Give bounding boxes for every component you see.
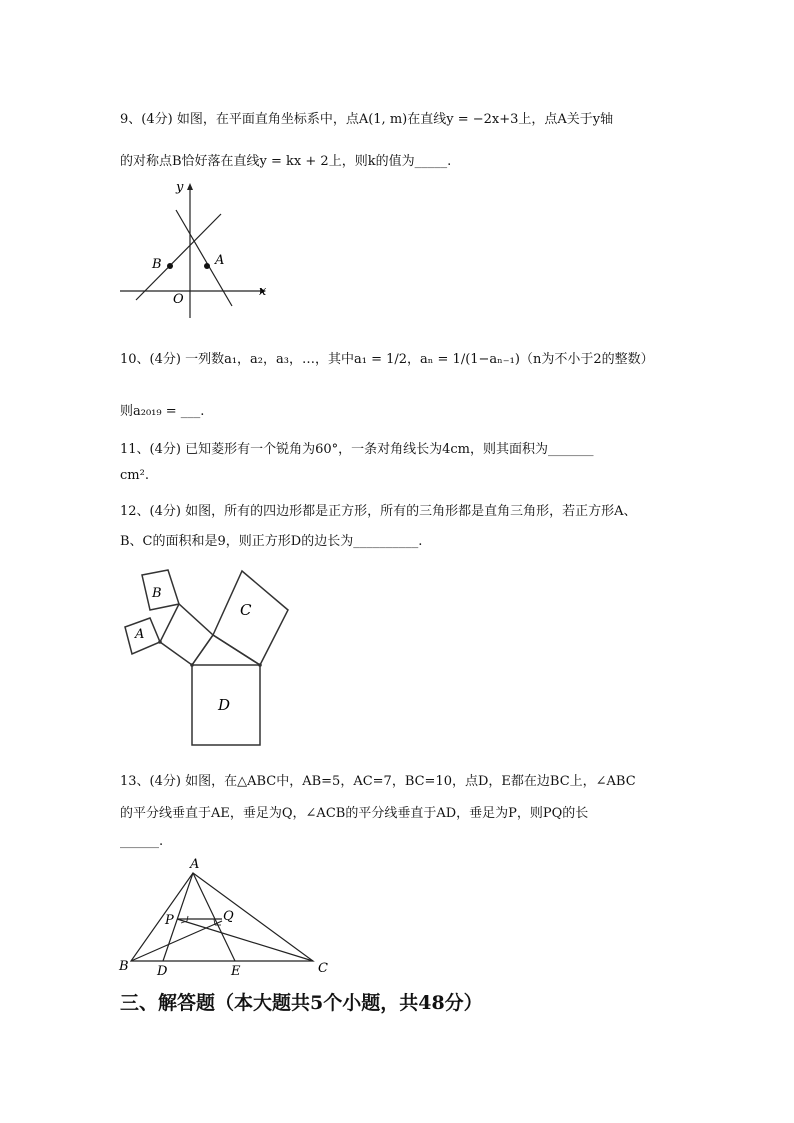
q9-figure [110, 178, 280, 323]
q9-line2: 的对称点B恰好落在直线y = kx + 2上，则k的值为_____. [120, 154, 452, 169]
q13-figure [115, 855, 340, 980]
point-b [167, 263, 173, 269]
section-3-title: 三、解答题（本大题共5个小题，共48分） [120, 992, 483, 1014]
vertex-c-label: C [318, 961, 328, 976]
y-axis-arrow [187, 183, 193, 190]
point-a [204, 263, 210, 269]
square-a-label: A [135, 627, 145, 642]
q11-line1: 11、(4分) 已知菱形有一个锐角为60°，一条对角线长为4cm，则其面积为_______ [120, 442, 594, 457]
point-b-label: B [152, 257, 162, 272]
y-axis-label: y [176, 180, 184, 195]
right-triangle-top [192, 635, 260, 665]
q13-line2: 的平分线垂直于AE，垂足为Q，∠ACB的平分线垂直于AD，垂足为P，则PQ的长 [120, 806, 589, 821]
line-y-kx-plus2 [136, 214, 221, 300]
q12-line2: B、C的面积和是9，则正方形D的边长为__________. [120, 534, 423, 549]
square-d-label: D [218, 696, 231, 714]
q11-line2: cm². [120, 468, 149, 483]
square-mid [160, 604, 213, 665]
triangle-abc [131, 873, 313, 961]
bisector-c [177, 919, 313, 961]
q13-line3: ______. [120, 834, 164, 849]
point-d-label: D [157, 964, 168, 979]
q9-line1: 9、(4分) 如图，在平面直角坐标系中，点A(1, m)在直线y = −2x+3上，点A关于y轴 [120, 112, 614, 127]
q13-line1: 13、(4分) 如图，在△ABC中，AB=5，AC=7，BC=10，点D，E都在边BC上，∠ABC [120, 774, 636, 789]
q12-figure [120, 565, 295, 750]
q12-line1: 12、(4分) 如图，所有的四边形都是正方形，所有的三角形都是直角三角形，若正方形A、 [120, 504, 637, 519]
vertex-a-label: A [190, 857, 200, 872]
x-axis-label: x [259, 284, 267, 299]
square-b-label: B [152, 586, 162, 601]
vertex-b-label: B [119, 959, 129, 974]
origin-label: O [173, 292, 184, 307]
point-e-label: E [231, 964, 241, 979]
point-p-label: P [165, 913, 174, 928]
square-c-label: C [240, 601, 252, 619]
q10-line2: 则a₂₀₁₉ = ___. [120, 404, 205, 419]
point-q-label: Q [223, 909, 234, 924]
point-a-label: A [215, 253, 225, 268]
q10-line1: 10、(4分) 一列数a₁，a₂，a₃，…，其中a₁ = 1/2，aₙ = 1/(1−aₙ₋₁)（n为不小于2的整数） [120, 352, 654, 367]
